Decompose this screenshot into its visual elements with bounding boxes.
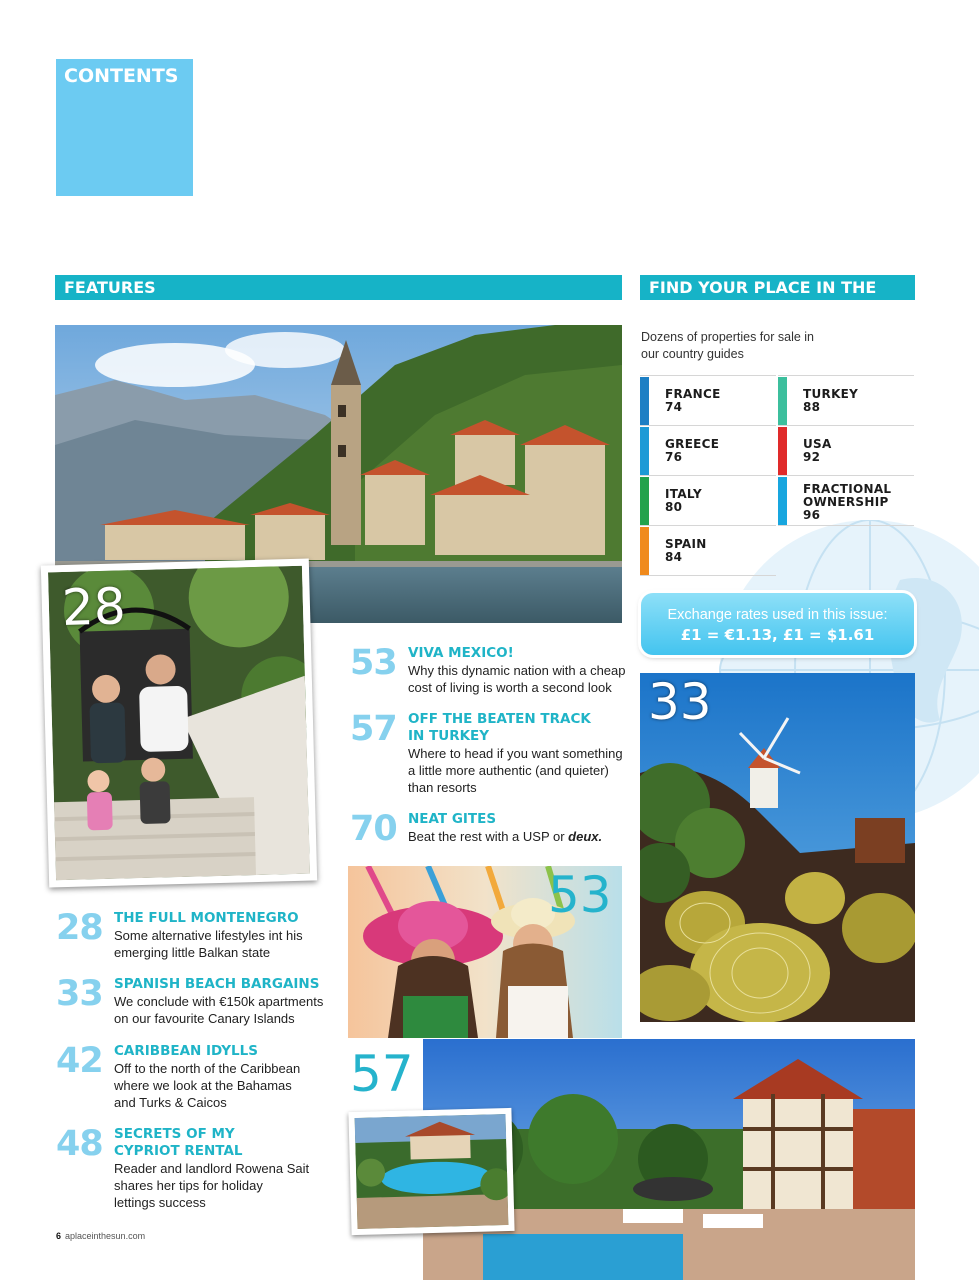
guide-greece[interactable] — [640, 425, 776, 475]
guide-name: TURKEY — [803, 387, 859, 401]
guide-usa[interactable] — [778, 425, 914, 475]
exchange-rates-label: Exchange rates used in this issue: — [667, 607, 888, 623]
feature-desc-line: Some alternative lifestyles int his — [114, 928, 303, 943]
exchange-rates-values: £1 = €1.13, £1 = $1.61 — [680, 626, 875, 644]
feature-desc-line: on our favourite Canary Islands — [114, 1011, 295, 1026]
guide-france[interactable] — [640, 375, 776, 425]
feature-secrets-of-my-cypriot-rental[interactable] — [56, 1126, 346, 1212]
guide-grid-divider — [778, 525, 914, 575]
guide-name-line-1: FRACTIONAL — [803, 482, 892, 496]
guide-fractional-ownership[interactable] — [778, 475, 914, 525]
feature-desc-line: emerging little Balkan state — [114, 945, 271, 960]
feature-viva-mexico[interactable] — [350, 645, 625, 705]
family-photo-frame — [41, 559, 317, 888]
photo-number-33: 33 — [648, 673, 712, 731]
photo-number-28: 28 — [61, 577, 127, 638]
guide-spain[interactable] — [640, 525, 776, 576]
feature-desc-line: a little more authentic (and quieter) — [408, 763, 609, 778]
feature-title-line-1: OFF THE BEATEN TRACK — [408, 711, 591, 727]
guide-page: 92 — [803, 450, 821, 464]
feature-desc-line: where we look at the Bahamas — [114, 1078, 292, 1093]
feature-page-number: 53 — [350, 643, 397, 683]
feature-desc-line: Reader and landlord Rowena Sait — [114, 1161, 310, 1176]
site-url: aplaceinthesun.com — [65, 1231, 146, 1241]
intro-line-1: Dozens of properties for sale in — [641, 330, 815, 344]
features-heading-bar: FEATURES — [55, 275, 622, 300]
feature-desc-line: We conclude with €150k apartments — [114, 994, 324, 1009]
photo-number-57: 57 — [350, 1045, 414, 1103]
guide-name: USA — [803, 437, 832, 451]
feature-off-the-beaten-track[interactable] — [350, 711, 625, 801]
feature-title: CARIBBEAN IDYLLS — [114, 1043, 258, 1059]
feature-desc-line: Off to the north of the Caribbean — [114, 1061, 301, 1076]
guide-page: 88 — [803, 400, 821, 414]
feature-desc-text: Beat the rest with a USP or — [408, 829, 569, 844]
feature-desc-line: than resorts — [408, 780, 477, 795]
feature-spanish-beach-bargains[interactable] — [56, 976, 346, 1028]
feature-title-line-2: CYPRIOT RENTAL — [114, 1143, 243, 1159]
country-guides-intro — [641, 329, 901, 363]
guide-color-stripe — [640, 427, 649, 475]
feature-desc-line: and Turks & Caicos — [114, 1095, 227, 1110]
feature-desc-line: shares her tips for holiday — [114, 1178, 263, 1193]
photo-number-53: 53 — [548, 866, 612, 924]
exchange-rates-box — [641, 593, 914, 655]
feature-neat-gites[interactable] — [350, 811, 625, 851]
pool-photo-frame — [348, 1108, 514, 1235]
feature-the-full-montenegro[interactable] — [56, 910, 346, 962]
guide-color-stripe — [778, 427, 787, 475]
feature-page-number: 28 — [56, 908, 103, 948]
guide-color-stripe — [640, 377, 649, 425]
guide-page: 80 — [665, 500, 683, 514]
guide-page: 96 — [803, 508, 821, 522]
guide-page: 84 — [665, 550, 683, 564]
find-your-place-heading-bar: FIND YOUR PLACE IN THE SUN — [640, 275, 915, 300]
guide-turkey[interactable] — [778, 375, 914, 425]
feature-page-number: 57 — [350, 709, 397, 749]
feature-title-line-2: IN TURKEY — [408, 728, 490, 744]
feature-title: VIVA MEXICO! — [408, 645, 514, 661]
guide-color-stripe — [778, 377, 787, 425]
page-number: 6 — [56, 1231, 62, 1241]
feature-desc-line: lettings success — [114, 1195, 206, 1210]
guide-page: 74 — [665, 400, 683, 414]
feature-desc-line — [408, 828, 602, 845]
pool-photo — [355, 1114, 509, 1229]
intro-line-2: our country guides — [641, 347, 744, 361]
page-footer — [56, 1231, 145, 1241]
guide-name: SPAIN — [665, 537, 707, 551]
feature-title: NEAT GITES — [408, 811, 497, 827]
feature-page-number: 48 — [56, 1124, 103, 1164]
feature-desc-emphasis: deux. — [568, 829, 603, 844]
guide-color-stripe — [778, 477, 787, 525]
feature-desc-line: Where to head if you want something — [408, 746, 623, 761]
contents-heading: CONTENTS — [64, 65, 179, 87]
feature-page-number: 70 — [350, 809, 397, 849]
guide-name-line-2: OWNERSHIP — [803, 495, 889, 509]
guide-color-stripe — [640, 527, 649, 575]
guide-name: GREECE — [665, 437, 720, 451]
feature-title: SPANISH BEACH BARGAINS — [114, 976, 320, 992]
guide-page: 76 — [665, 450, 683, 464]
feature-caribbean-idylls[interactable] — [56, 1043, 346, 1113]
guide-color-stripe — [640, 477, 649, 525]
feature-page-number: 33 — [56, 974, 103, 1014]
feature-desc-line: Why this dynamic nation with a cheap — [408, 663, 626, 678]
feature-desc-line: cost of living is worth a second look — [408, 680, 612, 695]
guide-name: FRANCE — [665, 387, 721, 401]
feature-title: THE FULL MONTENEGRO — [114, 910, 299, 926]
guide-italy[interactable] — [640, 475, 776, 525]
contents-box — [56, 59, 193, 196]
guide-name: ITALY — [665, 487, 702, 501]
feature-page-number: 42 — [56, 1041, 103, 1081]
feature-title-line-1: SECRETS OF MY — [114, 1126, 235, 1142]
